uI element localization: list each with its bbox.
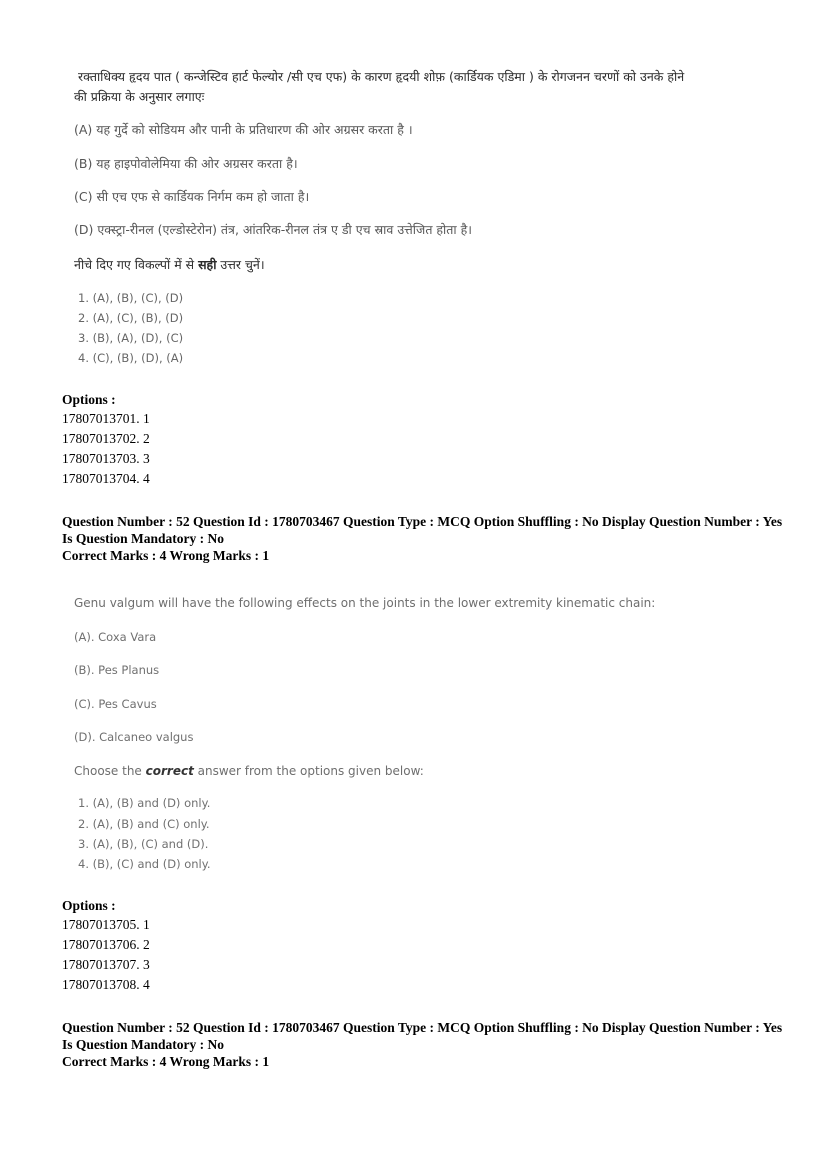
question-meta-2-line-2: Is Question Mandatory : No bbox=[62, 1037, 225, 1052]
question-1-instruction-bold: सही bbox=[198, 257, 217, 272]
question-1-instruction-suffix: उत्तर चुनें। bbox=[216, 257, 265, 272]
question-2-statement-a: (A). Coxa Vara bbox=[74, 630, 157, 644]
option-id-2: 17807013702. 2 bbox=[62, 431, 150, 446]
option-id-1: 17807013701. 1 bbox=[62, 411, 150, 426]
question-2-choice-2: 2. (A), (B) and (C) only. bbox=[78, 817, 210, 831]
question-2-instruction-prefix: Choose the bbox=[74, 764, 146, 778]
option-id-4: 17807013704. 4 bbox=[62, 471, 150, 486]
question-2-statement-b: (B). Pes Planus bbox=[74, 663, 160, 677]
question-2-statement-d: (D). Calcaneo valgus bbox=[74, 730, 194, 744]
options-2-label: Options : bbox=[62, 898, 116, 913]
question-1-choice-1: 1. (A), (B), (C), (D) bbox=[78, 291, 184, 305]
question-1-choice-3: 3. (B), (A), (D), (C) bbox=[78, 331, 184, 345]
question-1-statement-a: (A) यह गुर्दे को सोडियम और पानी के प्रतिधारण की ओर अग्रसर करता है । bbox=[74, 122, 413, 137]
question-2-instruction-bold: correct bbox=[145, 764, 194, 778]
question-1-stem-line-2: की प्रक्रिया के अनुसार लगाएः bbox=[74, 89, 205, 104]
question-2-choice-3: 3. (A), (B), (C) and (D). bbox=[78, 837, 209, 851]
question-meta-2-line-3: Correct Marks : 4 Wrong Marks : 1 bbox=[62, 1054, 270, 1069]
question-1-choice-2: 2. (A), (C), (B), (D) bbox=[78, 311, 184, 325]
option-id-6: 17807013706. 2 bbox=[62, 937, 150, 952]
question-2-instruction bbox=[74, 764, 424, 778]
question-meta-1-line-1: Question Number : 52 Question Id : 1780703467 Question Type : MCQ Option Shuffling : No Display Question Number : Yes bbox=[62, 514, 783, 529]
question-1-statement-c: (C) सी एच एफ से कार्डियक निर्गम कम हो जाता है। bbox=[74, 189, 310, 204]
question-meta-1-line-2: Is Question Mandatory : No bbox=[62, 531, 225, 546]
question-1-statement-d: (D) एक्स्ट्रा-रीनल (एल्डोस्टेरोन) तंत्र, आंतरिक-रीनल तंत्र ए डी एच स्राव उत्तेजित होता है। bbox=[74, 222, 473, 237]
option-id-5: 17807013705. 1 bbox=[62, 917, 150, 932]
question-1-statement-b: (B) यह हाइपोवोलेमिया की ओर अग्रसर करता है। bbox=[74, 156, 298, 171]
question-1-choice-4: 4. (C), (B), (D), (A) bbox=[78, 351, 184, 365]
option-id-3: 17807013703. 3 bbox=[62, 451, 150, 466]
question-1-stem-line-1: रक्ताधिक्य हृदय पात ( कन्जेस्टिव हार्ट फेल्योर /सी एच एफ) के कारण हृदयी शोफ़ (कार्डियक एडिमा ) के रोगजनन चरणों को उनके होने bbox=[78, 69, 685, 84]
question-2-choice-4: 4. (B), (C) and (D) only. bbox=[78, 857, 211, 871]
question-1-instruction-prefix: नीचे दिए गए विकल्पों में से bbox=[74, 257, 199, 272]
question-2-statement-c: (C). Pes Cavus bbox=[74, 697, 157, 711]
question-meta-1-line-3: Correct Marks : 4 Wrong Marks : 1 bbox=[62, 548, 270, 563]
question-2-choice-1: 1. (A), (B) and (D) only. bbox=[78, 796, 211, 810]
question-2-instruction-suffix: answer from the options given below: bbox=[193, 764, 424, 778]
question-meta-2-line-1: Question Number : 52 Question Id : 1780703467 Question Type : MCQ Option Shuffling : No Display Question Number : Yes bbox=[62, 1020, 783, 1035]
question-2-stem: Genu valgum will have the following effects on the joints in the lower extremity kinematic chain: bbox=[74, 596, 656, 610]
option-id-8: 17807013708. 4 bbox=[62, 977, 150, 992]
options-1-label: Options : bbox=[62, 392, 116, 407]
option-id-7: 17807013707. 3 bbox=[62, 957, 150, 972]
question-1-instruction bbox=[74, 256, 265, 273]
